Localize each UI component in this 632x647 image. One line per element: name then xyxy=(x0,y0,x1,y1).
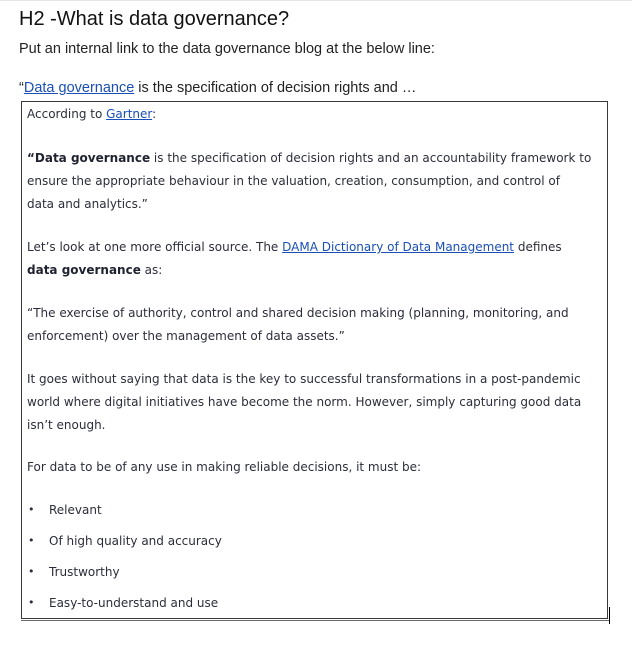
data-governance-link[interactable]: Data governance xyxy=(23,80,135,96)
data-governance-bold: data governance xyxy=(27,263,141,277)
open-quote: “ xyxy=(19,80,24,96)
list-item-text: Trustworthy xyxy=(49,565,120,579)
dama-dictionary-link[interactable]: DAMA Dictionary of Data Management xyxy=(282,240,515,254)
list-item-text: Of high quality and accuracy xyxy=(49,534,222,548)
quote2-line1: “The exercise of authority, control and shared decision making (planning, monitoring, and xyxy=(27,306,569,320)
bullet-icon: • xyxy=(28,503,35,516)
paragraph3-line2: world where digital initiatives have become the norm. However, simply capturing good data xyxy=(27,395,582,409)
text-cursor xyxy=(609,607,610,624)
list-item-text: Relevant xyxy=(49,503,102,517)
bullet-icon: • xyxy=(28,596,35,609)
quote2-line2: enforcement) over the management of data assets.” xyxy=(27,329,345,343)
bullet-icon: • xyxy=(28,534,35,547)
list-item-text: Easy-to-understand and use xyxy=(49,596,219,610)
paragraph2-line2: data governance as: xyxy=(27,263,163,277)
quote1-line3: data and analytics.” xyxy=(27,197,148,211)
bullet-icon: • xyxy=(28,565,35,578)
embedded-content-box xyxy=(21,101,608,619)
quoted-intro-line xyxy=(19,80,416,96)
instruction-text: Put an internal link to the data governance blog at the below line: xyxy=(19,41,435,57)
bottom-divider xyxy=(21,620,609,621)
according-line: According to Gartner: xyxy=(27,107,157,121)
paragraph3-line3: isn’t enough. xyxy=(27,418,106,432)
quote1-line1: “Data governance is the specification of decision rights and an accountability framework to xyxy=(27,151,592,165)
quote1-line2: ensure the appropriate behaviour in the valuation, creation, consumption, and control of xyxy=(27,174,560,188)
quoted-intro-rest: is the specification of decision rights and … xyxy=(134,80,417,96)
quote1-bold-term: “Data governance xyxy=(27,151,151,165)
gartner-link[interactable]: Gartner xyxy=(106,107,153,121)
paragraph4: For data to be of any use in making reliable decisions, it must be: xyxy=(27,460,422,474)
paragraph3-line1: It goes without saying that data is the key to successful transformations in a post-pandemic xyxy=(27,372,581,386)
top-divider xyxy=(0,0,632,1)
page-heading: H2 -What is data governance? xyxy=(19,8,290,30)
paragraph2-line1: Let’s look at one more official source. The DAMA Dictionary of Data Management defines xyxy=(27,240,562,254)
